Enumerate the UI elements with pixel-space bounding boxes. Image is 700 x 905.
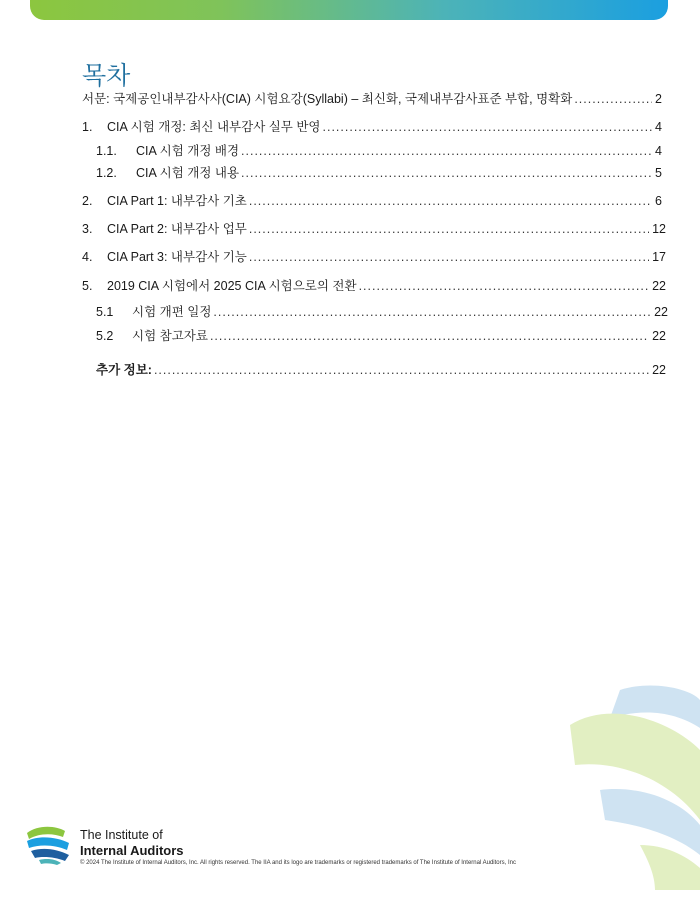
toc-entry-page: 22 <box>652 363 666 377</box>
toc-entry-4[interactable] <box>82 249 666 265</box>
toc-entry-additional-info[interactable] <box>96 362 666 378</box>
toc-entry-1-1[interactable] <box>96 143 662 159</box>
toc-entry-number: 5.1 <box>96 305 114 319</box>
org-name-line2: Internal Auditors <box>80 843 184 858</box>
toc-entry-number: 5. <box>82 279 93 293</box>
toc-entry-label: CIA Part 1: 내부감사 기초 <box>107 194 247 208</box>
toc-entry-label: CIA 시험 개정: 최신 내부감사 실무 반영 <box>107 120 321 134</box>
copyright-notice: © 2024 The Institute of Internal Auditors, Inc. All rights reserved. The IIA and its logo are trademarks or registered trademarks of The Institute of Internal Auditors, Inc <box>80 860 516 866</box>
toc-entry-label: 2019 CIA 시험에서 2025 CIA 시험으로의 전환 <box>107 279 357 293</box>
toc-entry-1[interactable] <box>82 119 662 135</box>
toc-entry-number: 5.2 <box>96 329 114 343</box>
toc-entry-label: 서문: 국제공인내부감사사(CIA) 시험요강(Syllabi) – 최신화, 국제내부감사표준 부합, 명확화 <box>82 92 573 106</box>
toc-leader-dots <box>154 362 649 378</box>
toc-entry-5[interactable] <box>82 278 666 294</box>
toc-entry-3[interactable] <box>82 221 666 237</box>
toc-leader-dots <box>359 278 650 294</box>
toc-entry-1-2[interactable] <box>96 165 662 181</box>
toc-leader-dots <box>241 143 652 159</box>
toc-entry-5-2[interactable] <box>96 328 666 344</box>
toc-entry-label: 시험 개편 일정 <box>132 305 212 319</box>
toc-leader-dots <box>210 328 649 344</box>
toc-entry-label: CIA 시험 개정 배경 <box>136 144 240 158</box>
toc-leader-dots <box>249 249 649 265</box>
toc-entry-page: 2 <box>655 92 662 106</box>
toc-entry-preface[interactable] <box>82 91 662 107</box>
toc-entry-page: 12 <box>652 222 666 236</box>
toc-leader-dots <box>249 193 652 209</box>
toc-entry-page: 4 <box>655 120 662 134</box>
toc-entry-label: CIA Part 3: 내부감사 기능 <box>107 250 247 264</box>
toc-entry-page: 5 <box>655 166 662 180</box>
toc-entry-label: 추가 정보: <box>96 363 152 377</box>
toc-leader-dots <box>323 119 653 135</box>
toc-leader-dots <box>241 165 652 181</box>
toc-leader-dots <box>249 221 649 237</box>
toc-entry-number: 1. <box>82 120 93 134</box>
org-name-line1: The Institute of <box>80 828 163 842</box>
toc-entry-label: 시험 참고자료 <box>132 329 208 343</box>
toc-entry-page: 22 <box>652 329 666 343</box>
toc-entry-number: 3. <box>82 222 93 236</box>
toc-entry-label: CIA 시험 개정 내용 <box>136 166 240 180</box>
toc-entry-label: CIA Part 2: 내부감사 업무 <box>107 222 247 236</box>
toc-entry-number: 1.2. <box>96 166 117 180</box>
iia-logo-icon <box>25 823 75 865</box>
toc-entry-page: 22 <box>654 305 668 319</box>
toc-leader-dots <box>213 304 651 320</box>
toc-title: 목차 <box>82 62 131 90</box>
toc-entry-5-1[interactable] <box>96 304 668 320</box>
toc-entry-number: 2. <box>82 194 93 208</box>
toc-entry-page: 4 <box>655 144 662 158</box>
header-gradient-bar <box>30 0 668 20</box>
decorative-globe-graphic <box>560 670 700 890</box>
toc-entry-page: 6 <box>655 194 662 208</box>
toc-entry-page: 17 <box>652 250 666 264</box>
toc-entry-number: 4. <box>82 250 93 264</box>
toc-leader-dots <box>574 91 652 107</box>
toc-entry-page: 22 <box>652 279 666 293</box>
toc-entry-2[interactable] <box>82 193 662 209</box>
toc-entry-number: 1.1. <box>96 144 117 158</box>
